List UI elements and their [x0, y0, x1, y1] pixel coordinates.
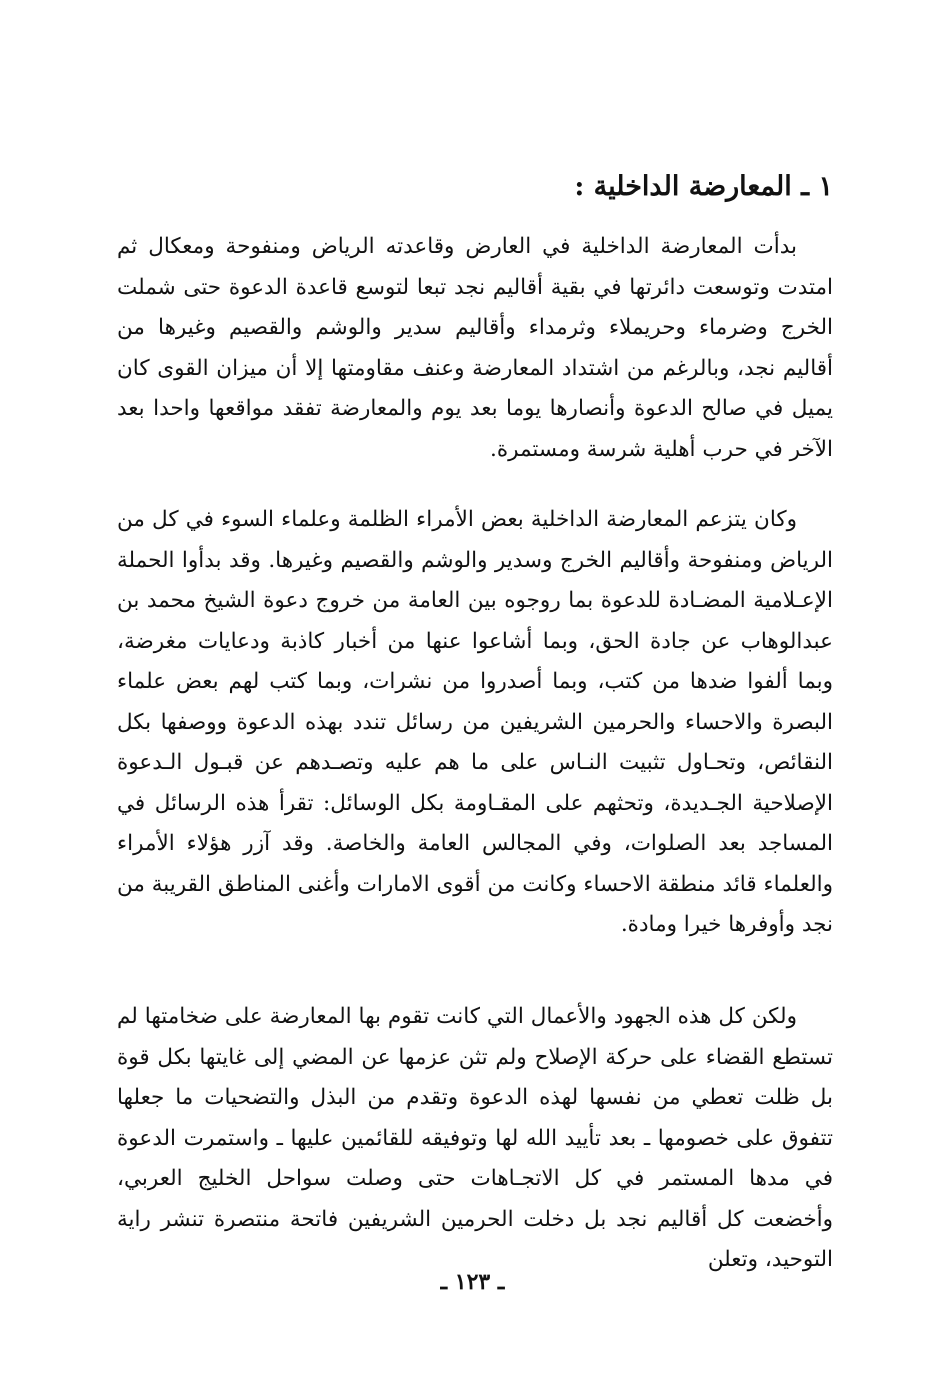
paragraph-1: بدأت المعارضة الداخلية في العارض وقاعدته الرياض ومنفوحة ومعكال ثم امتدت وتوسعت دائرتها في بقية أقاليم نجد تبعا لتوسع قاعدة الدعوة حتى شملت الخرج وضرماء وحريملاء وثرمداء وأقاليم سدير والوشم والقصيم وغيرها من أقاليم نجد، وبالرغم من اشتداد المعارضة وعنف مقاومتها إلا أن ميزان القوى كان يميل في صالح الدعوة وأنصارها يوما بعد يوم والمعارضة تفقد مواقعها واحدا بعد الآخر في حرب أهلية شرسة ومستمرة.	[117, 234, 833, 462]
paragraph-2: وكان يتزعم المعارضة الداخلية بعض الأمراء الظلمة وعلماء السوء في كل من الرياض ومنفوحة وأقاليم الخرج وسدير والوشم والقصيم وغيرها. وقد بدأوا الحملة الإعـلامية المضـادة للدعوة بما روجوه بين العامة من خروج دعوة الشيخ محمد بن عبدالوهاب عن جادة الحق، وبما أشاعوا عنها من أخبار كاذبة ودعايات مغرضة، وبما ألفوا ضدها من كتب، وبما أصدروا من نشرات، وبما كتب لهم بعض علماء البصرة والاحساء والحرمين الشريفين من رسائل تندد بهذه الدعوة ووصفها بكل النقائص، وتحـاول تثبيت النـاس على ما هم عليه وتصـدهم عن قبـول الـدعوة الإصلاحية الجـديدة، وتحثهم على المقـاومة بكل الوسائل: تقرأ هذه الرسائل في المساجد بعد الصلوات، وفي المجالس العامة والخاصة. وقد آزر هؤلاء الأمراء والعلماء قائد منطقة الاحساء وكانت من أقوى الامارات وأغنى المناطق القريبة من نجد وأوفرها خيرا ومادة.	[117, 507, 833, 937]
page-number: ـ ١٢٣ ـ	[440, 1269, 505, 1295]
paragraph-3: ولكن كل هذه الجهود والأعمال التي كانت تقوم بها المعارضة على ضخامتها لم تستطع القضاء على حركة الإصلاح ولم تثن عزمها عن المضي إلى غايتها بكل قوة بل ظلت تعطي من نفسها لهذه الدعوة وتقدم من البذل والتضحيات ما جعلها تتفوق على خصومها ـ بعد تأييد الله لها وتوفيقه للقائمين عليها ـ واستمرت الدعوة في مدها المستمر في كل الاتجـاهات حتى وصلت سواحل الخليج العربي، وأخضعت كل أقاليم نجد بل دخلت الحرمين الشريفين فاتحة منتصرة تنشر راية التوحيد، وتعلن	[117, 1004, 833, 1272]
section-heading: ١ ـ المعارضة الداخلية :	[574, 171, 833, 202]
